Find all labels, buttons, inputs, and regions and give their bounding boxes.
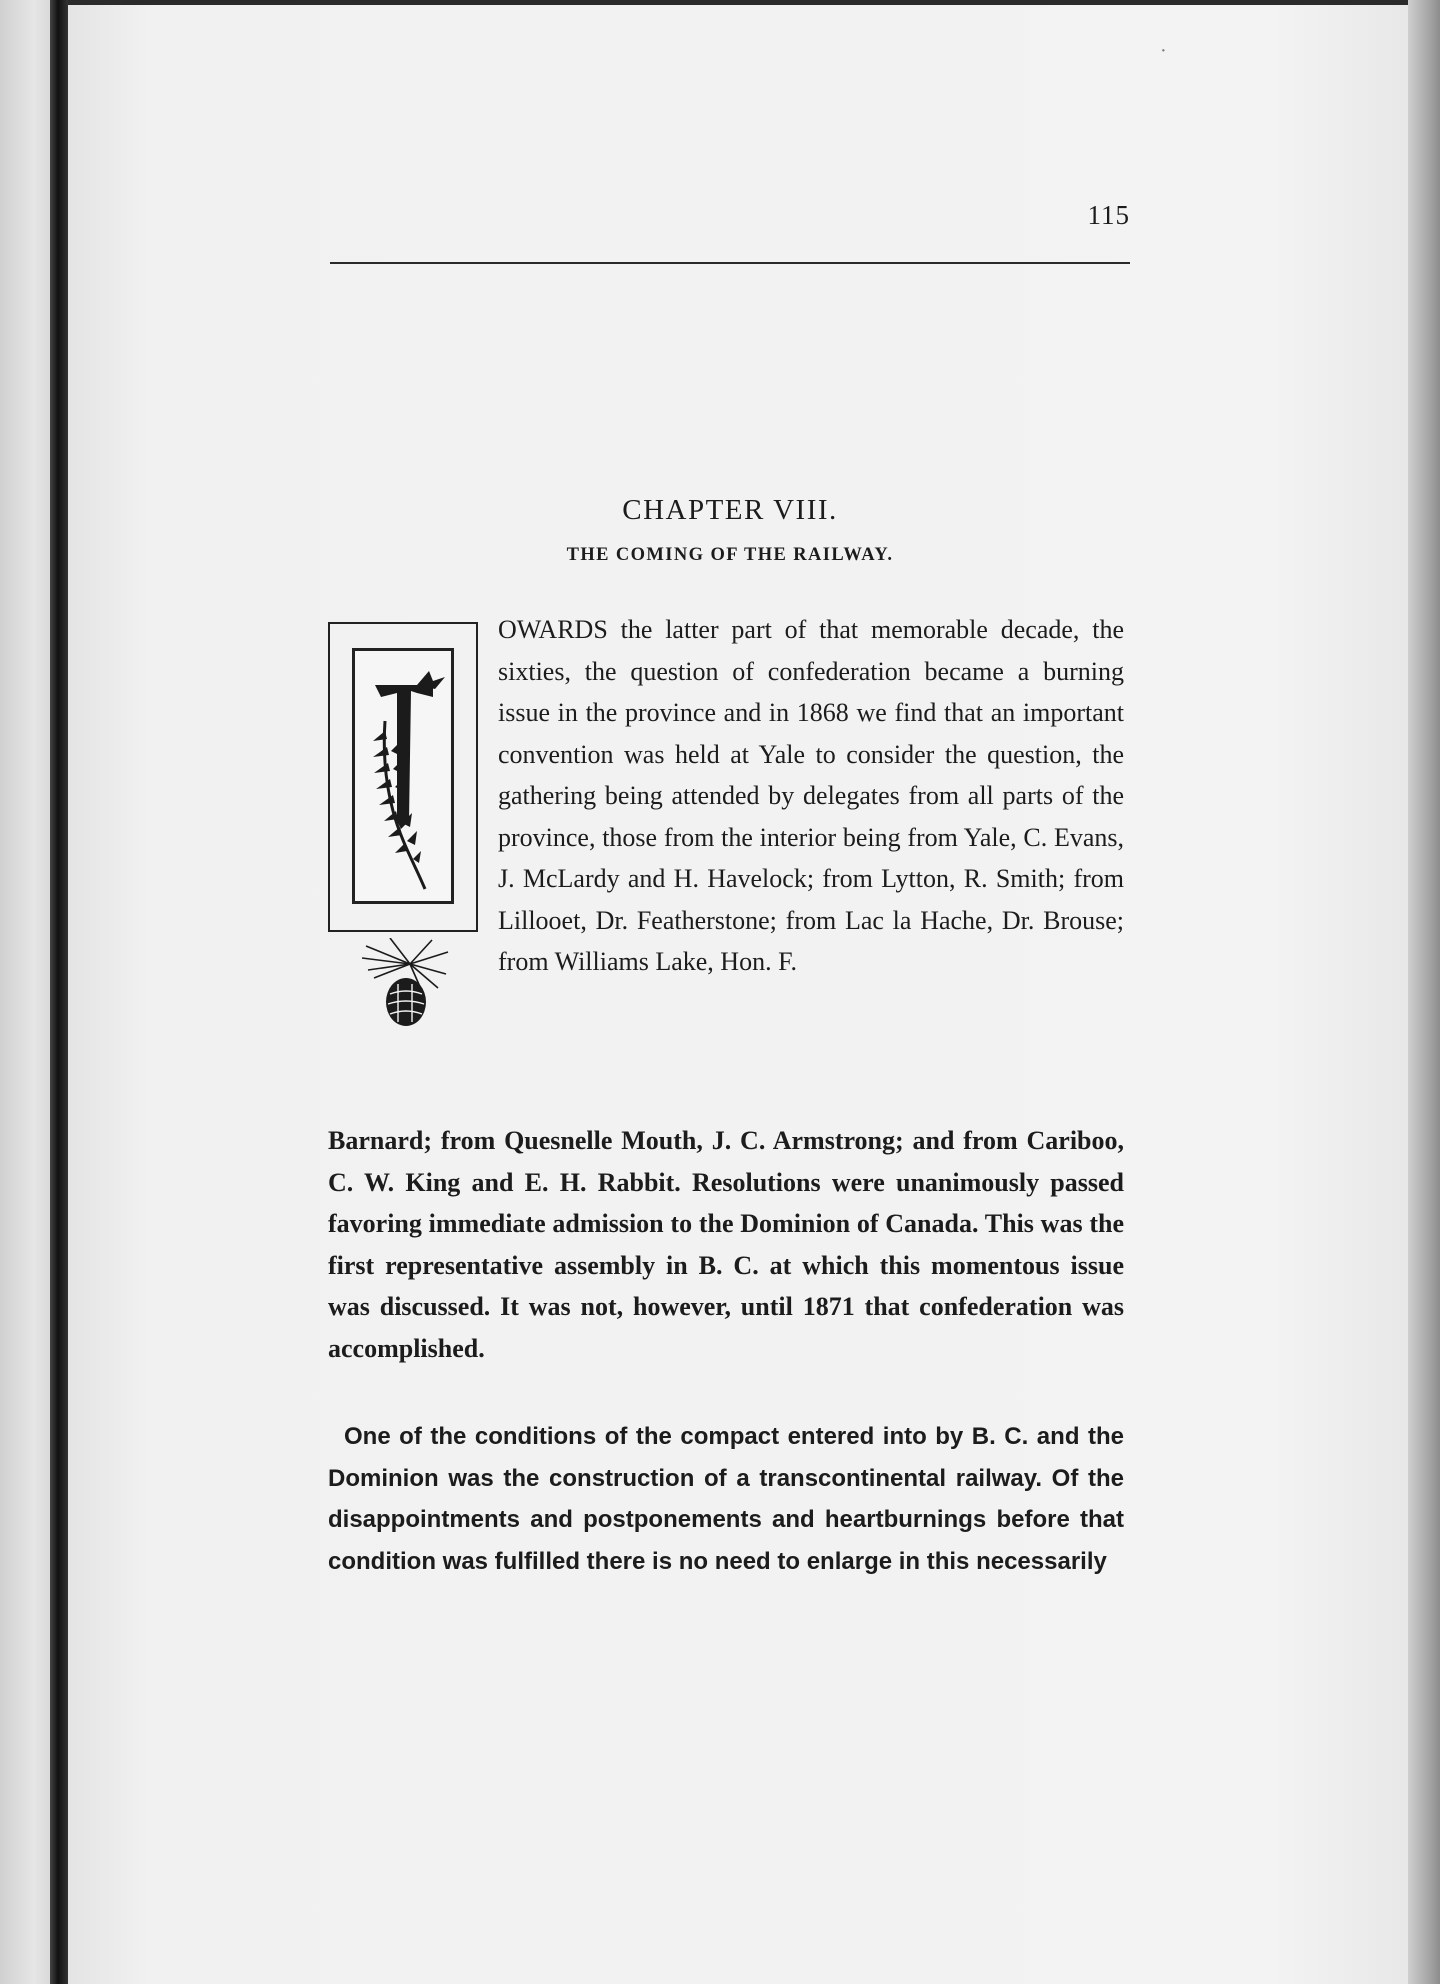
page-number: 115 (1087, 200, 1130, 230)
paragraph-1-continued: Barnard; from Quesnelle Mouth, J. C. Armstrong; and from Cariboo, C. W. King and E. H. Rabbit. Resolutions were unanimously passed favoring immediate admission to the Dominion of Canada. This was the first representative assembly in B. C. at which this momentous issue was discussed. It was not, however, until 1871 that confederation was accomplished. (328, 1126, 1124, 1363)
pinecone-icon (362, 938, 452, 1033)
drop-cap-frame (328, 622, 478, 932)
paragraph-2: One of the conditions of the compact entered into by B. C. and the Dominion was the construction of a transcontinental railway. Of the disappointments and postponements and heartburnings before that condition was fulfilled there is no need to enlarge in this necessarily (328, 1423, 1124, 1575)
chapter-subtitle: THE COMING OF THE RAILWAY. (566, 545, 894, 565)
header-rule (330, 262, 1130, 264)
book-page (68, 0, 1408, 1984)
paragraph-1-opening: OWARDS the latter part of that memorable decade, the sixties, the question of confederation became a burning issue in the province and in 1868 we find that an important convention was held at Yale to consider the question, the gathering being attended by delegates from all parts of the province, those from the interior being from Yale, C. Evans, J. McLardy and H. Havelock; from Lytton, R. Smith; from Lillooet, Dr. Featherstone; from Lac la Hache, Dr. Brouse; from Williams Lake, Hon. F. (498, 615, 1124, 976)
scan-speck: · (1160, 40, 1167, 62)
scan-top-border (68, 0, 1408, 5)
book-spine-gutter (50, 0, 68, 1984)
chapter-title: CHAPTER VIII. (622, 494, 838, 526)
page-edge-shadow (1408, 0, 1440, 1984)
drop-cap-inner-frame (352, 648, 454, 904)
